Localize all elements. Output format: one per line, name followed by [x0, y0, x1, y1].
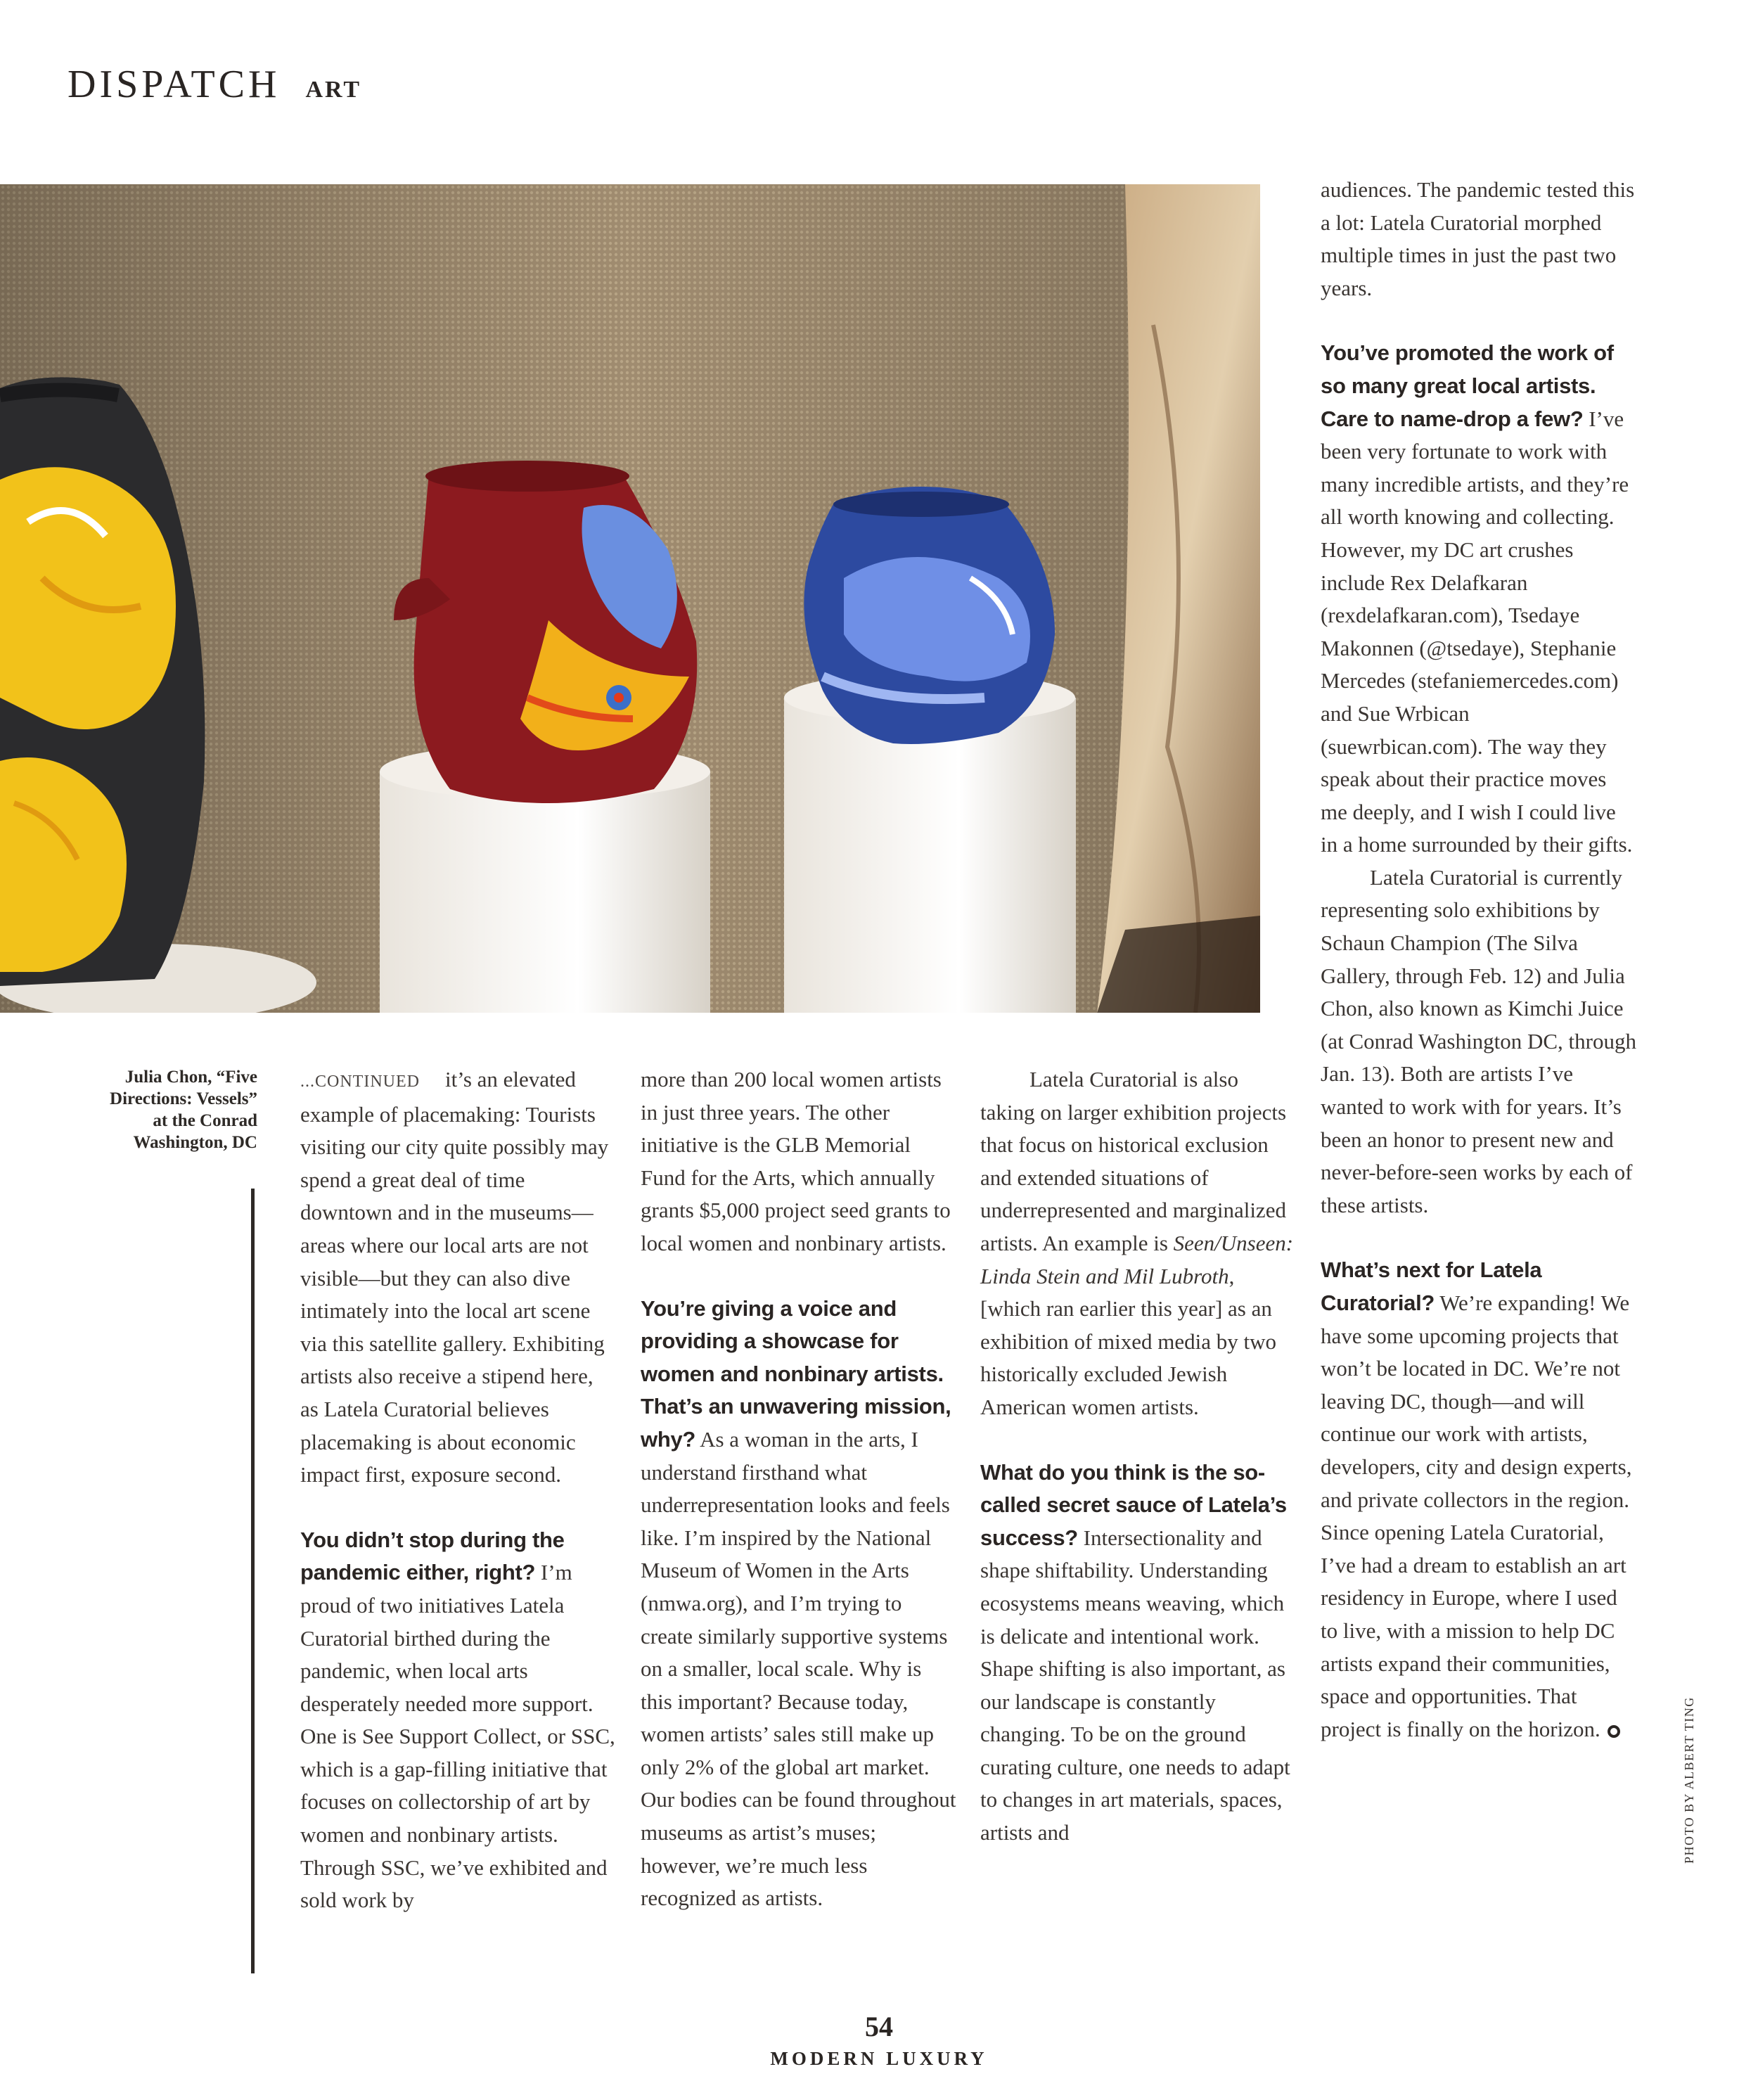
interview-question: You’ve promoted the work of so many great local artists. Care to name-drop a few? [1321, 340, 1614, 431]
answer-text: I’ve been very fortunate to work with many incredible artists, and they’re all worth knowing and collecting. However, my DC art crushes include Rex Delafkaran (rexdelafkaran.com), Tsedaye Makonnen (@tsedaye), Stephanie Mercedes (stefaniemercedes.com) and Sue Wrbican (suewrbican.com). The way they speak about their practice moves me deeply, and I wish I could live in a home surrounded by their gifts. [1321, 406, 1633, 857]
section-title: DISPATCH [68, 63, 281, 106]
end-mark-icon [1608, 1725, 1620, 1738]
answer-text: We’re expanding! We have some upcoming projects that won’t be located in DC. We’re not leaving DC, though—and will continue our work with artists, developers, city and design experts, and private collectors in the region. Since opening Latela Curatorial, I’ve had a dream to establish an art residency in Europe, where I used to live, with a mission to help DC artists expand their communities, space and opportunities. That project is finally on the horizon. [1321, 1291, 1632, 1741]
article-column-3 [980, 1063, 1297, 1850]
answer-text: Intersectionality and shape shiftability. Understanding ecosystems means weaving, which is delicate and intentional work. Shape shifting is also important, as our landscape is constantly changing. To be on the ground curating culture, one needs to adapt to changes in art materials, spaces, artists and [980, 1525, 1290, 1845]
article-column-1 [300, 1063, 617, 1917]
publication-name: MODERN LUXURY [770, 2048, 988, 2069]
article-column-2 [641, 1063, 957, 1915]
caption-rule [251, 1189, 255, 1973]
photo-caption [42, 1066, 257, 1153]
photo-credit: PHOTO BY ALBERT TING [1682, 1696, 1696, 1864]
paragraph: more than 200 local women artists in just three years. The other initiative is the GLB Memorial Fund for the Arts, which annually grants $5,000 project seed grants to local women and nonbinary artists. [641, 1067, 951, 1255]
exhibition-title: Seen/Unseen: Linda Stein and Mil Lubroth [980, 1230, 1294, 1288]
page-number: 54 [865, 2011, 893, 2042]
interview-question: What’s next for Latela Curatorial? [1321, 1257, 1542, 1315]
interview-question: You didn’t stop during the pandemic either, right? [300, 1527, 565, 1585]
paragraph: Latela Curatorial is currently representing solo exhibitions by Schaun Champion (The Silva Gallery, through Feb. 12) and Julia Chon, also known as Kimchi Juice (at Conrad Washington DC, through Jan. 13). Both are artists I’ve wanted to work with for years. It’s been an honor to present new and never-before-seen works by each of these artists. [1321, 864, 1636, 1217]
page-header [68, 62, 361, 107]
interview-question: You’re giving a voice and providing a showcase for women and nonbinary artists. That’s an unwavering mission, why? [641, 1295, 951, 1452]
vessels-illustration [0, 184, 1260, 1013]
caption-line: Directions: Vessels” [110, 1089, 257, 1108]
paragraph: Latela Curatorial is also taking on larger exhibition projects that focus on historical exclusion and extended situations of underrepresented and marginalized artists. An example is [980, 1067, 1287, 1255]
article-column-4 [1321, 174, 1637, 1746]
caption-line: at the Conrad [153, 1111, 257, 1130]
interview-question: What do you think is the so-called secret sauce of Latela’s success? [980, 1459, 1287, 1550]
continued-label: ...CONTINUED [300, 1073, 420, 1091]
answer-text: I’m proud of two initiatives Latela Curatorial birthed during the pandemic, when local arts desperately needed more support. One is See Support Collect, or SSC, which is a gap-filling initiative that focuses on collectorship of art by women and nonbinary artists. Through SSC, we’ve exhibited and sold work by [300, 1560, 615, 1913]
caption-line: Washington, DC [133, 1133, 257, 1152]
caption-line: Julia Chon, “Five [124, 1068, 257, 1087]
paragraph: , [which ran earlier this year] as an exhibition of mixed media by two historically excluded Jewish American women artists. [980, 1263, 1277, 1419]
vessels-photo [0, 184, 1260, 1013]
answer-text: As a woman in the arts, I understand firsthand what underrepresentation looks and feels like. I’m inspired by the National Museum of Women in the Arts (nmwa.org), and I’m trying to create similarly supportive systems on a smaller, local scale. Why is this important? Because today, women artists’ sales still make up only 2% of the global art market. Our bodies can be found throughout museums as artist’s muses; however, we’re much less recognized as artists. [641, 1426, 956, 1911]
paragraph: it’s an elevated example of placemaking: Tourists visiting our city quite possibly may spend a great deal of time downtown and in the museums—areas where our local arts are not visible—but they can also dive intimately into the local art scene via this satellite gallery. Exhibiting artists also receive a stipend here, as Latela Curatorial believes placemaking is about economic impact first, exposure second. [300, 1067, 609, 1487]
subsection-title: ART [305, 77, 362, 103]
paragraph: audiences. The pandemic tested this a lot: Latela Curatorial morphed multiple times in just the past two years. [1321, 177, 1635, 300]
